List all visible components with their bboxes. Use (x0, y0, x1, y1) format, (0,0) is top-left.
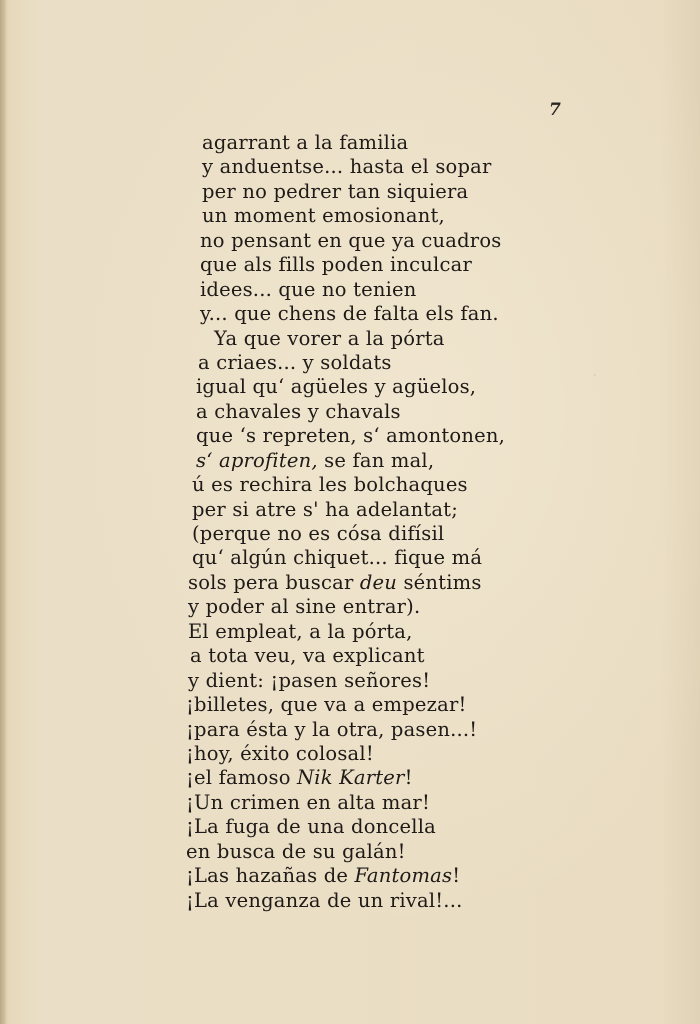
page-number: 7 (549, 100, 561, 120)
poem-line: ¡La fuga de una doncella (186, 815, 436, 839)
poem-line: y... que chens de falta els fan. (200, 302, 499, 326)
poem-line: no pensant en que ya cuadros (200, 228, 502, 252)
text-segment: ¡Las hazañas de (186, 864, 355, 888)
poem-line (186, 864, 566, 888)
poem-line: que als fills poden inculcar (200, 253, 472, 277)
poem-line: El empleat, a la pórta, (188, 619, 413, 643)
text-segment: se fan mal, (317, 448, 435, 472)
text-segment: séntims (397, 570, 482, 594)
poem-line: en busca de su galán! (186, 839, 406, 863)
poem-line: ¡La venganza de un rival!... (186, 888, 463, 912)
poem-line: per no pedrer tan siquiera (202, 179, 469, 203)
page-gutter-edge (0, 0, 6, 1024)
poem-line: idees... que no tenien (200, 277, 417, 301)
poem-line: ú es rechira les bolchaques (192, 473, 468, 497)
text-segment: ¡el famoso (186, 766, 298, 790)
poem-line: a criaes... y soldats (198, 350, 392, 374)
poem-line: ¡para ésta y la otra, pasen...! (186, 717, 478, 741)
italic-segment: Nik Karter (297, 766, 405, 790)
poem-line: a tota veu, va explicant (190, 644, 425, 668)
poem-line: agarrant a la familia (202, 131, 409, 154)
poem-line (186, 766, 566, 790)
poem-line: y poder al sine entrar). (188, 595, 421, 619)
poem-line: ¡Un crimen en alta mar! (186, 790, 430, 814)
poem-line: qu‘ algún chiquet... fique má (192, 546, 483, 570)
poem-line: (perque no es cósa difísil (192, 522, 445, 545)
poem-line: igual qu‘ agüeles y agüelos, (196, 375, 477, 399)
text-segment: ! (452, 864, 461, 888)
poem-line (186, 449, 566, 473)
poem-line: y anduentse... hasta el sopar (202, 155, 492, 179)
poem-line: ¡hoy, éxito colosal! (186, 741, 374, 765)
text-segment: sols pera buscar (188, 570, 360, 594)
poem-text-block (186, 131, 566, 913)
italic-segment: Fantomas (354, 864, 453, 888)
show-through-mark: . (592, 360, 598, 381)
poem-line: Ya que vorer a la pórta (214, 326, 445, 350)
poem-line: ¡billetes, que va a empezar! (186, 693, 467, 717)
italic-segment: s‘ aprofiten, (196, 448, 318, 472)
poem-line: un moment emosionant, (202, 204, 445, 228)
poem-line: per si atre s' ha adelantat; (192, 497, 458, 521)
poem-line: y dient: ¡pasen señores! (188, 668, 431, 692)
italic-segment: deu (359, 570, 398, 594)
poem-line: que ‘s repreten, s‘ amontonen, (196, 424, 505, 448)
poem-line (186, 571, 566, 595)
text-segment: ! (404, 766, 413, 790)
poem-line: a chavales y chavals (196, 399, 401, 423)
